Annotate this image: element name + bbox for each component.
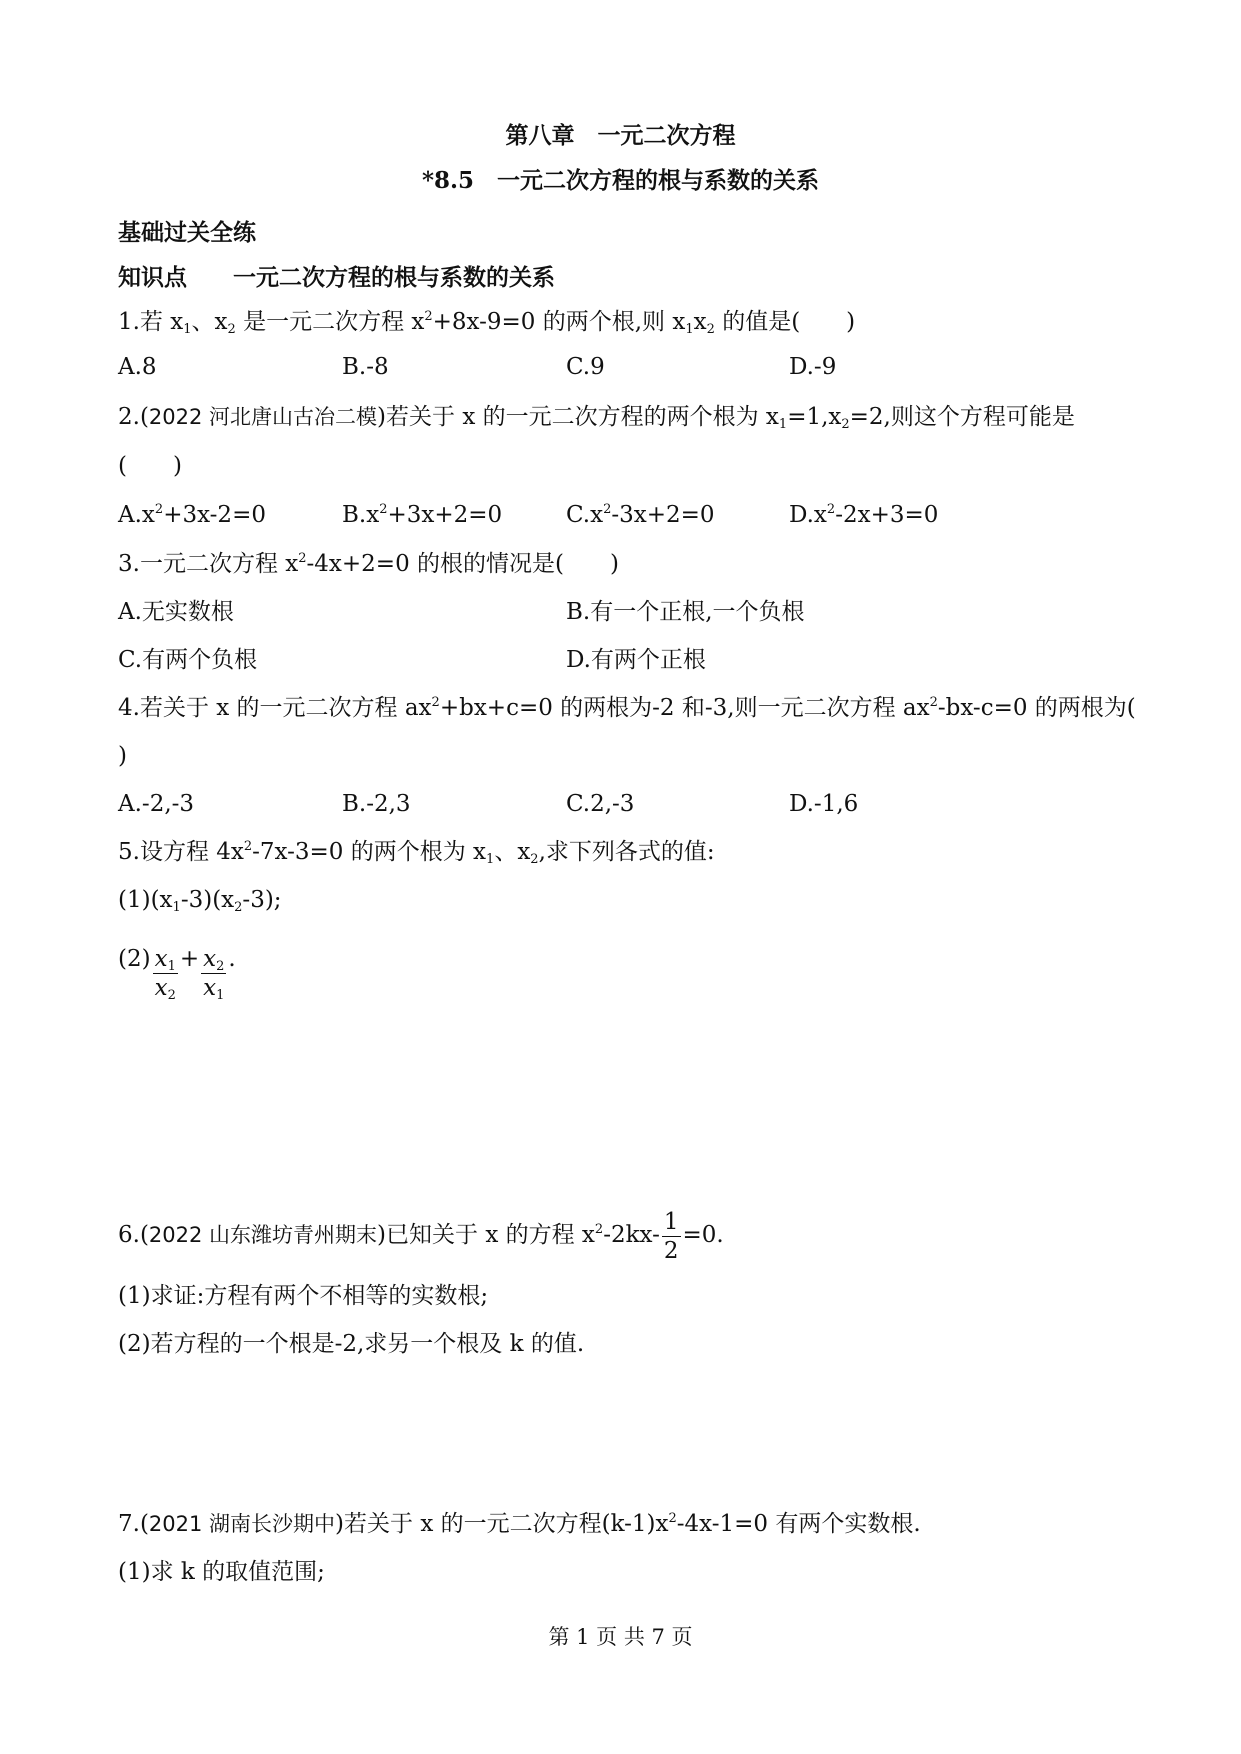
question-4-answer-bracket: ) [118, 743, 127, 769]
question-3-stem: 3.一元二次方程 $x^2-4x+2=0$ 的根的情况是( ) [118, 551, 619, 577]
page-number-footer: 第 1 页 共 7 页 [548, 1625, 693, 1649]
question-1-stem: 1.若 $x_1$、$x_2$ 是一元二次方程 $x^2+8x-9=0$ 的两个根,则 $x_1x_2$ 的值是( ) [118, 309, 856, 337]
question-3-option-d: D.有两个正根 [566, 647, 706, 673]
question-3-option-c: C.有两个负根 [118, 647, 258, 673]
question-6-part-1: (1)求证:方程有两个不相等的实数根; [118, 1283, 489, 1309]
section-title: *8.5 一元二次方程的根与系数的关系 [421, 167, 820, 194]
question-5-part-2: (2) $\frac{x_1}{x_2}$ + $\frac{x_2}{x_1}$ . [118, 945, 236, 1003]
question-2-option-d: $D.x^2-2x+3=0$ [789, 502, 939, 528]
practice-heading: 基础过关全练 [118, 219, 256, 246]
knowledge-heading: 知识点 一元二次方程的根与系数的关系 [118, 264, 555, 291]
question-1-option-c: C.9 [566, 354, 605, 380]
question-2-stem: 2.(2022 河北唐山古冶二模)若关于 x 的一元二次方程的两个根为 $x_1=1,x_2=2$,则这个方程可能是 [118, 404, 1075, 432]
question-1-option-a: A.8 [118, 354, 157, 380]
question-6-source: 2022 山东潍坊青州期末 [148, 1223, 378, 1247]
question-7-part-1: (1)求 k 的取值范围; [118, 1559, 325, 1585]
question-3-option-a: A.无实数根 [118, 599, 234, 625]
question-7-stem: 7.(2021 湖南长沙期中)若关于 x 的一元二次方程$(k-1)x^2-4x-1=0$ 有两个实数根. [118, 1511, 921, 1537]
question-5-stem: 5.设方程 $4x^2-7x-3=0$ 的两个根为 $x_1$、$x_2$,求下列各式的值: [118, 839, 715, 867]
fraction-one-half: $\frac{1}{2}$ [663, 1208, 679, 1264]
chapter-title: 第八章 一元二次方程 [505, 122, 736, 149]
question-4-option-a: A.-2,-3 [118, 791, 195, 817]
question-5-part-1: $(1)(x_1-3)(x_2-3)$; [118, 887, 282, 915]
question-3-option-b: B.有一个正根,一个负根 [566, 599, 805, 625]
question-2-option-a: $A.x^2+3x-2=0$ [118, 502, 266, 528]
question-4-option-d: D.-1,6 [789, 791, 859, 817]
question-6-stem: 6.(2022 山东潍坊青州期末)已知关于 x 的方程 $x^2-2kx-$ $\frac{1}{2}$ =0. [118, 1208, 724, 1264]
question-2-answer-bracket: ( ) [118, 453, 182, 479]
fraction-x2-over-x1: $\frac{x_2}{x_1}$ [203, 945, 225, 1003]
question-1-option-d: D.-9 [789, 354, 837, 380]
question-4-stem: 4.若关于 x 的一元二次方程 $ax^2+bx+c=0$ 的两根为-2 和-3,则一元二次方程 $ax^2-bx-c=0$ 的两根为( [118, 695, 1136, 721]
question-1-option-b: B.-8 [342, 354, 389, 380]
question-4-option-c: C.2,-3 [566, 791, 635, 817]
fraction-x1-over-x2: $\frac{x_1}{x_2}$ [154, 945, 176, 1003]
question-2-source: 2022 河北唐山古冶二模 [148, 405, 378, 429]
question-7-source: 2021 湖南长沙期中 [148, 1512, 336, 1536]
question-2-option-b: $B.x^2+3x+2=0$ [342, 502, 503, 528]
question-6-part-2: (2)若方程的一个根是-2,求另一个根及 k 的值. [118, 1331, 585, 1357]
question-2-option-c: $C.x^2-3x+2=0$ [566, 502, 715, 528]
question-4-option-b: B.-2,3 [342, 791, 411, 817]
